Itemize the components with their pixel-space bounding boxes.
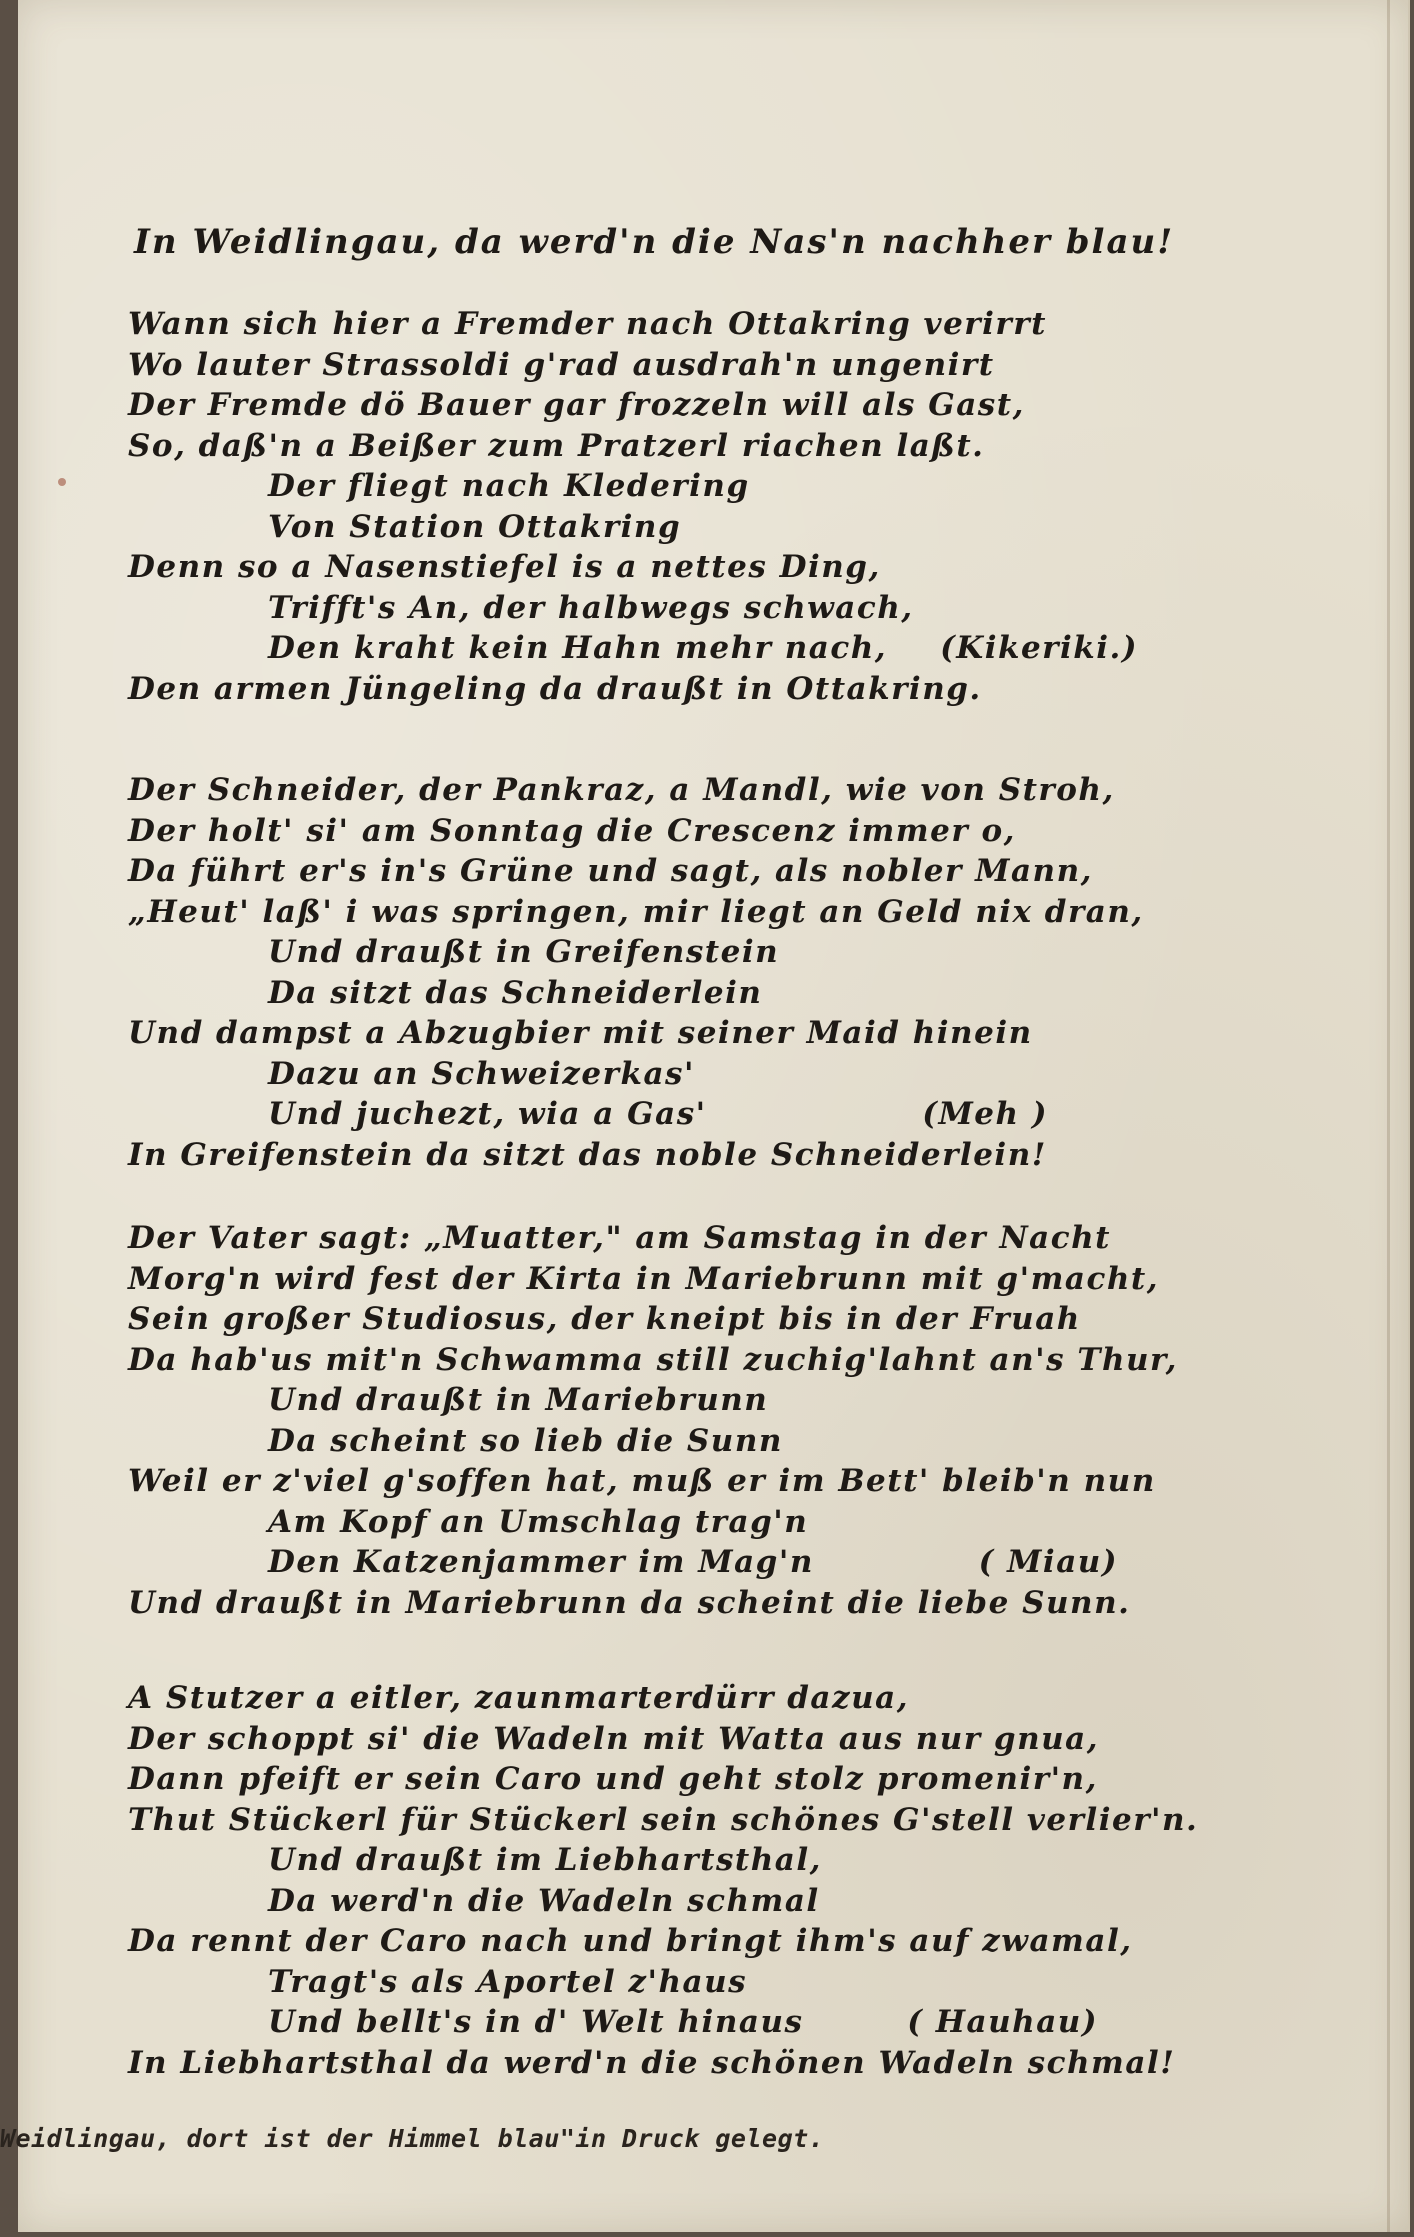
verse-line: Der Schneider, der Pankraz, a Mandl, wie von Stroh, [128, 772, 1115, 808]
verse-line: Da werd'n die Wadeln schmal [268, 1882, 820, 1919]
stanza [128, 770, 1258, 1175]
verse-line: Da hab'us mit'n Schwamma still zuchig'lahnt an's Thur, [128, 1341, 1178, 1378]
verse-line: Der Fremde dö Bauer gar frozzeln will als Gast, [128, 387, 1025, 423]
stanza [128, 1678, 1258, 2083]
verse-line: Denn so a Nasenstiefel is a nettes Ding, [128, 549, 881, 585]
refrain-sound: (Kikeriki.) [940, 630, 1138, 666]
verse-line: Da scheint so lieb die Sunn [268, 1422, 783, 1459]
poem-title: In Weidlingau, da werd'n die Nas'n nachher blau! [134, 222, 1175, 262]
verse-line: Tragt's als Aportel z'haus [268, 1963, 748, 2000]
verse-line: Der Vater sagt: „Muatter," am Samstag in der Nacht [128, 1220, 1111, 1256]
verse-line: Dann pfeift er sein Caro und geht stolz promenir'n, [128, 1761, 1098, 1797]
verse-line: Am Kopf an Umschlag trag'n [268, 1503, 809, 1540]
verse-line: In Greifenstein da sitzt das noble Schneiderlein! [128, 1136, 1047, 1173]
refrain-sound: ( Miau) [978, 1544, 1118, 1580]
stanza [128, 1218, 1258, 1623]
verse-line: Wann sich hier a Fremder nach Ottakring verirrt [128, 306, 1047, 342]
verse-line: Und juchezt, wia a Gas' (Meh ) [128, 1094, 1258, 1135]
refrain-sound: ( Hauhau) [907, 2004, 1098, 2040]
stanza [128, 304, 1258, 709]
verse-line: So, daß'n a Beißer zum Pratzerl riachen laßt. [128, 427, 985, 464]
verse-line: Der holt' si' am Sonntag die Crescenz immer o, [128, 812, 1016, 849]
verse-line: Der schoppt si' die Wadeln mit Watta aus nur gnua, [128, 1720, 1100, 1757]
verse-line: Von Station Ottakring [268, 508, 682, 545]
verse-line: Da sitzt das Schneiderlein [268, 974, 763, 1011]
verse-line: Und draußt in Mariebrunn da scheint die liebe Sunn. [128, 1584, 1131, 1621]
verse-line: Den Katzenjammer im Mag'n ( Miau) [128, 1542, 1258, 1583]
verse-line: Und dampst a Abzugbier mit seiner Maid hinein [128, 1015, 1033, 1051]
verse-line: Und draußt im Liebhartsthal, [268, 1842, 822, 1878]
verse-line: In Liebhartsthal da werd'n die schönen Wadeln schmal! [128, 2044, 1176, 2081]
verse-line: Sein großer Studiosus, der kneipt bis in der Fruah [128, 1301, 1081, 1337]
verse-line: Der fliegt nach Kledering [268, 468, 750, 504]
verse-line: A Stutzer a eitler, zaunmarterdürr dazua, [128, 1680, 910, 1716]
verse-line: Und draußt in Greifenstein [268, 934, 780, 970]
verse-line: Und bellt's in d' Welt hinaus ( Hauhau) [128, 2002, 1258, 2043]
verse-line: Und draußt in Mariebrunn [268, 1382, 769, 1418]
verse-line: Trifft's An, der halbwegs schwach, [268, 589, 914, 626]
print-note: Weidlingau, dort ist der Himmel blau"in Druck gelegt. [0, 2124, 825, 2153]
verse-line: Morg'n wird fest der Kirta in Mariebrunn mit g'macht, [128, 1260, 1160, 1297]
verse-line: Den armen Jüngeling da draußt in Ottakring. [128, 670, 982, 707]
verse-line: Da führt er's in's Grüne und sagt, als nobler Mann, [128, 853, 1093, 889]
verse-line: Weil er z'viel g'soffen hat, muß er im Bett' bleib'n nun [128, 1463, 1156, 1499]
verse-line: Den kraht kein Hahn mehr nach, (Kikeriki.) [128, 628, 1258, 669]
verse-line: Da rennt der Caro nach und bringt ihm's auf zwamal, [128, 1923, 1133, 1959]
verse-line: Dazu an Schweizerkas' [268, 1055, 695, 1092]
verse-line: Wo lauter Strassoldi g'rad ausdrah'n ungenirt [128, 346, 995, 383]
refrain-sound: (Meh ) [922, 1096, 1048, 1132]
verse-line: „Heut' laß' i was springen, mir liegt an Geld nix dran, [128, 893, 1144, 930]
verse-line: Thut Stückerl für Stückerl sein schönes G'stell verlier'n. [128, 1801, 1199, 1838]
